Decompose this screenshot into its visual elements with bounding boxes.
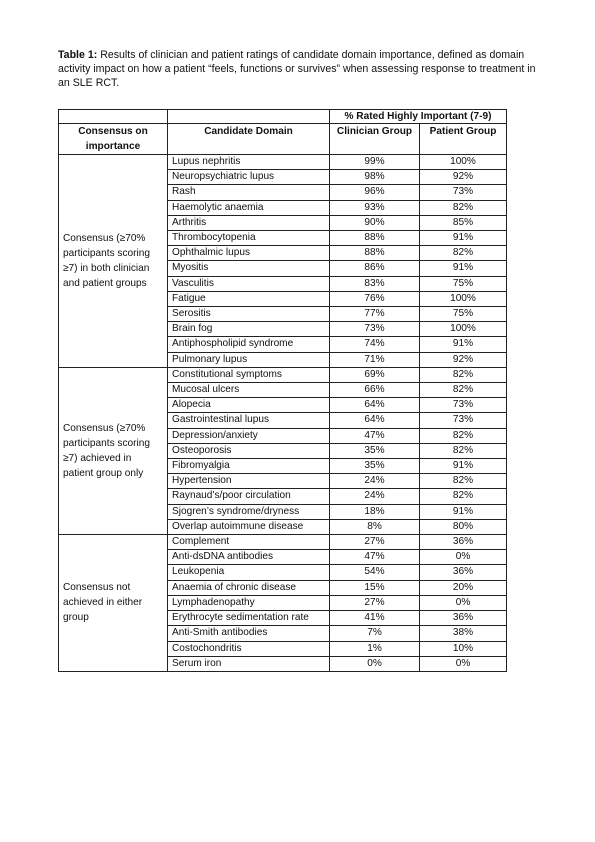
clinician-percent-cell: 0% [330,656,420,671]
candidate-domain-cell: Brain fog [168,322,330,337]
patient-percent-cell: 82% [420,489,507,504]
header-rated: % Rated Highly Important (7-9) [330,110,507,124]
candidate-domain-cell: Vasculitis [168,276,330,291]
caption-text: Results of clinician and patient ratings of candidate domain importance, defined as domain activity impact on how a patient “feels, functions or survives” when assessing response to treatment in an SLE RCT. [58,49,536,89]
patient-percent-cell: 73% [420,185,507,200]
clinician-percent-cell: 27% [330,535,420,550]
candidate-domain-cell: Costochondritis [168,641,330,656]
candidate-domain-cell: Mucosal ulcers [168,383,330,398]
patient-percent-cell: 10% [420,641,507,656]
clinician-percent-cell: 24% [330,474,420,489]
candidate-domain-cell: Erythrocyte sedimentation rate [168,611,330,626]
candidate-domain-cell: Sjogren’s syndrome/dryness [168,504,330,519]
consensus-group-label: Consensus not achieved in either group [59,535,168,672]
patient-percent-cell: 36% [420,611,507,626]
patient-percent-cell: 82% [420,246,507,261]
clinician-percent-cell: 86% [330,261,420,276]
table-row [59,535,507,550]
clinician-percent-cell: 90% [330,215,420,230]
patient-percent-cell: 0% [420,656,507,671]
header-consensus: Consensus on importance [59,124,168,155]
clinician-percent-cell: 24% [330,489,420,504]
candidate-domain-cell: Serum iron [168,656,330,671]
header-spacer [168,110,330,124]
candidate-domain-cell: Gastrointestinal lupus [168,413,330,428]
patient-percent-cell: 92% [420,352,507,367]
table-row [59,155,507,170]
clinician-percent-cell: 1% [330,641,420,656]
patient-percent-cell: 80% [420,519,507,534]
candidate-domain-cell: Depression/anxiety [168,428,330,443]
results-table [58,109,507,672]
candidate-domain-cell: Myositis [168,261,330,276]
patient-percent-cell: 91% [420,337,507,352]
header-domain: Candidate Domain [168,124,330,155]
candidate-domain-cell: Rash [168,185,330,200]
clinician-percent-cell: 99% [330,155,420,170]
clinician-percent-cell: 27% [330,595,420,610]
clinician-percent-cell: 83% [330,276,420,291]
table-body [59,155,507,672]
patient-percent-cell: 92% [420,170,507,185]
clinician-percent-cell: 96% [330,185,420,200]
patient-percent-cell: 91% [420,504,507,519]
patient-percent-cell: 91% [420,261,507,276]
candidate-domain-cell: Pulmonary lupus [168,352,330,367]
caption-label: Table 1: [58,49,98,61]
candidate-domain-cell: Lymphadenopathy [168,595,330,610]
clinician-percent-cell: 71% [330,352,420,367]
clinician-percent-cell: 76% [330,291,420,306]
clinician-percent-cell: 7% [330,626,420,641]
patient-percent-cell: 73% [420,413,507,428]
candidate-domain-cell: Osteoporosis [168,443,330,458]
patient-percent-cell: 100% [420,291,507,306]
clinician-percent-cell: 74% [330,337,420,352]
header-clinician: Clinician Group [330,124,420,155]
candidate-domain-cell: Antiphospholipid syndrome [168,337,330,352]
clinician-percent-cell: 47% [330,428,420,443]
clinician-percent-cell: 88% [330,246,420,261]
patient-percent-cell: 36% [420,535,507,550]
header-patient: Patient Group [420,124,507,155]
patient-percent-cell: 0% [420,595,507,610]
candidate-domain-cell: Fibromyalgia [168,459,330,474]
patient-percent-cell: 82% [420,367,507,382]
patient-percent-cell: 85% [420,215,507,230]
candidate-domain-cell: Anaemia of chronic disease [168,580,330,595]
patient-percent-cell: 100% [420,155,507,170]
clinician-percent-cell: 98% [330,170,420,185]
table-caption [58,48,540,90]
clinician-percent-cell: 66% [330,383,420,398]
patient-percent-cell: 75% [420,276,507,291]
patient-percent-cell: 38% [420,626,507,641]
clinician-percent-cell: 93% [330,200,420,215]
candidate-domain-cell: Neuropsychiatric lupus [168,170,330,185]
clinician-percent-cell: 64% [330,413,420,428]
clinician-percent-cell: 41% [330,611,420,626]
patient-percent-cell: 20% [420,580,507,595]
clinician-percent-cell: 69% [330,367,420,382]
clinician-percent-cell: 15% [330,580,420,595]
header-spacer [59,110,168,124]
consensus-group-label: Consensus (≥70% participants scoring ≥7) in both clinician and patient groups [59,155,168,368]
candidate-domain-cell: Anti-Smith antibodies [168,626,330,641]
clinician-percent-cell: 73% [330,322,420,337]
patient-percent-cell: 73% [420,398,507,413]
clinician-percent-cell: 18% [330,504,420,519]
candidate-domain-cell: Thrombocytopenia [168,231,330,246]
patient-percent-cell: 82% [420,443,507,458]
clinician-percent-cell: 35% [330,459,420,474]
clinician-percent-cell: 64% [330,398,420,413]
patient-percent-cell: 82% [420,200,507,215]
patient-percent-cell: 91% [420,459,507,474]
patient-percent-cell: 100% [420,322,507,337]
candidate-domain-cell: Leukopenia [168,565,330,580]
candidate-domain-cell: Lupus nephritis [168,155,330,170]
candidate-domain-cell: Fatigue [168,291,330,306]
patient-percent-cell: 91% [420,231,507,246]
table-row [59,367,507,382]
candidate-domain-cell: Haemolytic anaemia [168,200,330,215]
consensus-group-label: Consensus (≥70% participants scoring ≥7) achieved in patient group only [59,367,168,534]
candidate-domain-cell: Ophthalmic lupus [168,246,330,261]
patient-percent-cell: 82% [420,474,507,489]
clinician-percent-cell: 54% [330,565,420,580]
candidate-domain-cell: Arthritis [168,215,330,230]
candidate-domain-cell: Anti-dsDNA antibodies [168,550,330,565]
candidate-domain-cell: Complement [168,535,330,550]
clinician-percent-cell: 8% [330,519,420,534]
clinician-percent-cell: 77% [330,307,420,322]
candidate-domain-cell: Alopecia [168,398,330,413]
patient-percent-cell: 36% [420,565,507,580]
candidate-domain-cell: Raynaud’s/poor circulation [168,489,330,504]
patient-percent-cell: 75% [420,307,507,322]
patient-percent-cell: 0% [420,550,507,565]
patient-percent-cell: 82% [420,383,507,398]
candidate-domain-cell: Overlap autoimmune disease [168,519,330,534]
clinician-percent-cell: 47% [330,550,420,565]
clinician-percent-cell: 88% [330,231,420,246]
clinician-percent-cell: 35% [330,443,420,458]
patient-percent-cell: 82% [420,428,507,443]
candidate-domain-cell: Serositis [168,307,330,322]
candidate-domain-cell: Constitutional symptoms [168,367,330,382]
candidate-domain-cell: Hypertension [168,474,330,489]
